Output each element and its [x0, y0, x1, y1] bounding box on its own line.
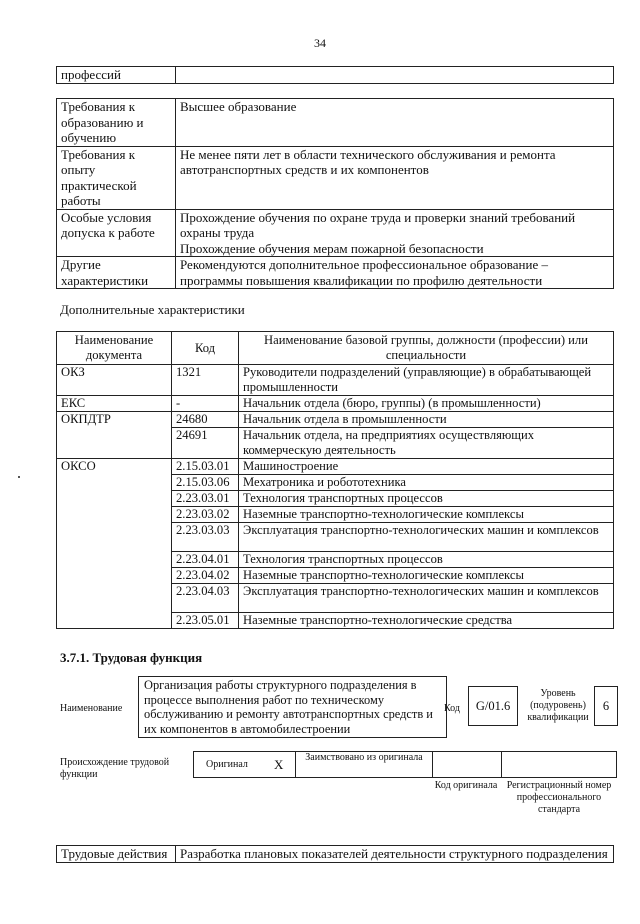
cell-name: Эксплуатация транспортно-технологических машин и комплексов [239, 584, 614, 613]
col-header-document: Наименование документа [57, 332, 172, 365]
name-label: Наименование [60, 703, 123, 714]
table-row [57, 396, 614, 412]
req-label: Требования к образованию и обучению [57, 99, 176, 147]
table-row [57, 146, 614, 209]
top-fragment-value [176, 67, 614, 84]
table-row [57, 99, 614, 147]
top-fragment-label: профессий [57, 67, 176, 84]
reg-number-caption: Регистрационный номер профессионального стандарта [506, 780, 612, 815]
borrowed-cell [295, 751, 433, 778]
cell-code: 2.23.03.02 [172, 507, 239, 523]
original-label: Оригинал [206, 759, 248, 770]
col-header-name: Наименование базовой группы, должности (профессии) или специальности [239, 332, 614, 365]
cell-code: 2.23.03.03 [172, 523, 239, 552]
actions-value: Разработка плановых показателей деятельности структурного подразделения [176, 846, 614, 863]
req-value: Рекомендуются дополнительное профессиональное образование –программы повышения квалификации по профилю деятельности [176, 257, 614, 289]
original-cell [193, 751, 296, 778]
table-row [57, 257, 614, 289]
table-row [57, 365, 614, 396]
origin-code-caption: Код оригинала [434, 780, 498, 791]
level-label: Уровень (подуровень) квалификации [527, 688, 589, 723]
cell-name: Руководители подразделений (управляющие) в обрабатывающей промышленности [239, 365, 614, 396]
cell-code: 2.23.03.01 [172, 491, 239, 507]
req-label: Требования к опыту практической работы [57, 146, 176, 209]
cell-code: 2.23.04.03 [172, 584, 239, 613]
labor-function-heading: 3.7.1. Трудовая функция [60, 650, 203, 665]
page-number: 34 [314, 36, 326, 50]
table-row [57, 459, 614, 475]
cell-code: 2.15.03.06 [172, 475, 239, 491]
cell-name: Начальник отдела (бюро, группы) (в промышленности) [239, 396, 614, 412]
actions-label: Трудовые действия [57, 846, 176, 863]
cell-document: ОКСО [57, 459, 172, 629]
requirements-table [56, 98, 614, 289]
col-header-code: Код [172, 332, 239, 365]
cell-name: Наземные транспортно-технологические комплексы [239, 568, 614, 584]
original-mark: X [274, 757, 284, 772]
function-name-box: Организация работы структурного подразделения в процессе выполнения работ по техническому обслуживанию и ремонту автотранспортных средств и их компонентов в автомобилестроении [138, 676, 447, 738]
req-value [176, 209, 614, 257]
table-header-row [57, 332, 614, 365]
req-value: Не менее пяти лет в области технического обслуживания и ремонта автотранспортных средств и их компонентов [176, 146, 614, 209]
req-value: Высшее образование [176, 99, 614, 147]
additional-table [56, 331, 614, 629]
table-row [57, 209, 614, 257]
req-label: Особые условия допуска к работе [57, 209, 176, 257]
cell-code: 2.23.05.01 [172, 613, 239, 629]
cell-document: ОКПДТР [57, 412, 172, 459]
table-row [57, 412, 614, 428]
level-box: 6 [594, 686, 618, 726]
cell-name: Технология транспортных процессов [239, 491, 614, 507]
origin-label: Происхождение трудовой функции [60, 757, 170, 780]
cell-name: Мехатроника и робототехника [239, 475, 614, 491]
top-fragment-table [56, 66, 614, 84]
function-code-box: G/01.6 [468, 686, 518, 726]
actions-table [56, 845, 614, 863]
cell-name: Эксплуатация транспортно-технологических машин и комплексов [239, 523, 614, 552]
additional-heading: Дополнительные характеристики [60, 302, 245, 317]
cell-name: Технология транспортных процессов [239, 552, 614, 568]
scan-speck [18, 476, 20, 478]
reg-number-cell [501, 751, 617, 778]
cell-code: 2.23.04.02 [172, 568, 239, 584]
origin-code-cell [432, 751, 502, 778]
cell-code: - [172, 396, 239, 412]
cell-name: Начальник отдела, на предприятиях осуществляющих коммерческую деятельность [239, 428, 614, 459]
code-label: Код [444, 703, 460, 714]
borrowed-label: Заимствовано из оригинала [305, 752, 423, 763]
cell-name: Наземные транспортно-технологические средства [239, 613, 614, 629]
cell-code: 2.23.04.01 [172, 552, 239, 568]
req-value-line: Прохождение обучения по охране труда и проверки знаний требований охраны труда [180, 209, 576, 240]
cell-name: Начальник отдела в промышленности [239, 412, 614, 428]
cell-code: 2.15.03.01 [172, 459, 239, 475]
req-value-line: Прохождение обучения мерам пожарной безопасности [180, 240, 484, 256]
cell-code: 1321 [172, 365, 239, 396]
cell-document: ОКЗ [57, 365, 172, 396]
req-label: Другие характеристики [57, 257, 176, 289]
cell-code: 24691 [172, 428, 239, 459]
cell-name: Машиностроение [239, 459, 614, 475]
table-row [57, 846, 614, 863]
cell-document: ЕКС [57, 396, 172, 412]
cell-code: 24680 [172, 412, 239, 428]
cell-name: Наземные транспортно-технологические комплексы [239, 507, 614, 523]
